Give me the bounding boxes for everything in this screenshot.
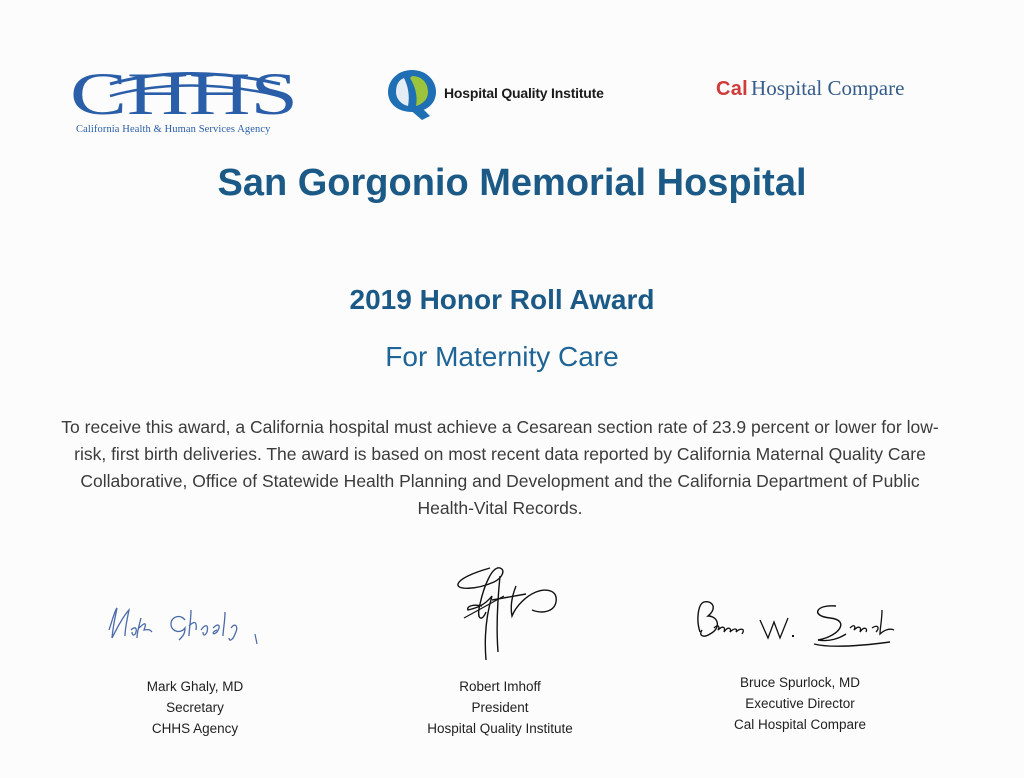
signer-title: Secretary: [166, 700, 224, 715]
award-description: To receive this award, a California hospital must achieve a Cesarean section rate of 23.9 percent or lower for low-risk, first birth deliveries. The award is based on most recent data reported by California Maternal Quality Care Collaborative, Office of Statewide Health Planning and Development and the California Department of Public Health-Vital Records.: [61, 417, 939, 518]
hqi-logo: [382, 66, 642, 124]
chhs-logo: [70, 66, 310, 140]
signer-org: Cal Hospital Compare: [733, 717, 867, 732]
signer-org: Hospital Quality Institute: [427, 721, 573, 736]
signature-robert-imhoff: [446, 556, 586, 666]
signer-name: Robert Imhoff: [459, 679, 541, 694]
hqi-q-icon: [382, 66, 442, 122]
signer-2: [390, 676, 610, 739]
signer-3: [700, 672, 900, 735]
signer-name: Mark Ghaly, MD: [146, 679, 244, 694]
award-category: For Maternity Care: [385, 341, 619, 372]
chhs-wordmark-graphic: [70, 66, 310, 122]
hospital-compare-wordmark: Hospital Compare: [751, 76, 905, 100]
signer-name: Bruce Spurlock, MD: [739, 675, 861, 690]
signer-1: [95, 676, 295, 739]
signer-title: President: [471, 700, 529, 715]
cal-hospital-compare-logo: [716, 76, 904, 101]
hqi-name: Hospital Quality Institute: [444, 85, 604, 101]
hospital-name: San Gorgonio Memorial Hospital: [217, 162, 807, 204]
signature-mark-ghaly: [105, 600, 275, 650]
signer-org: CHHS Agency: [151, 721, 239, 736]
chhs-subtitle: California Health & Human Services Agency: [76, 124, 271, 135]
signer-title: Executive Director: [745, 696, 855, 711]
cal-wordmark: Cal: [716, 78, 749, 100]
award-title: 2019 Honor Roll Award: [349, 284, 655, 315]
svg-text:CHHS: CHHS: [70, 66, 298, 122]
signature-bruce-spurlock: [690, 596, 920, 656]
